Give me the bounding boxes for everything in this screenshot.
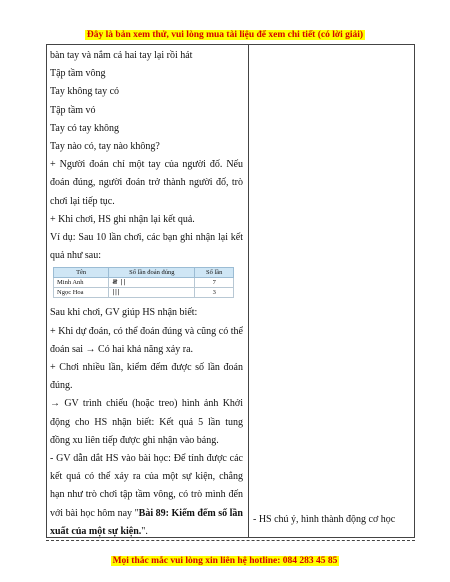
hotline-banner [0,550,450,568]
paragraph: Sau khi chơi, GV giúp HS nhận biết: [50,307,198,319]
tally-header-name: Tên [54,268,109,278]
song-line: Tập tầm vó [50,104,96,116]
paragraph: → GV trình chiếu (hoặc treo) hình ảnh Khởi động cho HS nhận biết: Kết quả 5 lần tung đồng xu liên tiếp được ghi nhận vào bảng. [50,398,243,446]
tally-header-count: Số lần [195,268,234,278]
tally-marks: 𝍸 || [109,278,195,288]
table-row [54,288,234,298]
tally-name: Minh Anh [54,278,109,288]
lesson-table [46,44,415,538]
paragraph: + Khi chơi, HS ghi nhận lại kết quả. [50,213,195,225]
paragraph: + Người đoán chỉ một tay của người đố. Nếu đoán đúng, người đoán trở thành người đố, trò chơi lại tiếp tục. [50,159,243,207]
preview-banner-text: Đây là bản xem thử, vui lòng mua tài liệu để xem chi tiết (có lời giải) [86,30,364,40]
tally-marks: ||| [109,288,195,298]
tally-header-correct: Số lần đoán đúng [109,268,195,278]
student-activity-column [253,511,415,529]
tally-name: Ngọc Hoa [54,288,109,298]
paragraph: + Chơi nhiều lần, kiểm đếm được số lần đoán đúng. [50,362,243,392]
song-line: Tay không tay có [50,86,120,98]
tally-table [53,267,234,298]
teacher-activity-column [50,47,243,541]
song-line: Tay nào có, tay nào không? [50,141,160,153]
song-line: Tay có tay không [50,122,120,134]
paragraph: Ví dụ: Sau 10 lần chơi, các bạn ghi nhận lại kết quả như sau: [50,232,243,262]
table-row [54,278,234,288]
hotline-banner-text: Mọi thắc mắc vui lòng xin liên hệ hotline: 084 283 45 85 [112,556,338,566]
column-divider [248,45,249,537]
paragraph-text: ". [141,525,148,537]
tally-count: 7 [195,278,234,288]
preview-banner [0,24,450,42]
student-note: - HS chú ý, hình thành động cơ học [253,514,396,525]
paragraph: + Khi dự đoán, có thể đoán đúng và cũng có thể đoán sai → Có hai khả năng xảy ra. [50,325,243,355]
text-line: bàn tay và nắm cả hai tay lại rồi hát [50,50,193,61]
lesson-title: Bài 89: Kiểm đếm số lần xuất của một sự kiện. [50,507,243,537]
tally-count: 3 [195,288,234,298]
paragraph-text: - GV dẫn dắt HS vào bài học: Để tính được các kết quả có thể xảy ra của một sự kiện, chẳng hạn như trò chơi tập tầm vông, có trò mình đến với bài học hôm nay " [50,453,243,519]
paragraph [50,450,243,541]
song-line: Tập tầm vông [50,68,106,80]
